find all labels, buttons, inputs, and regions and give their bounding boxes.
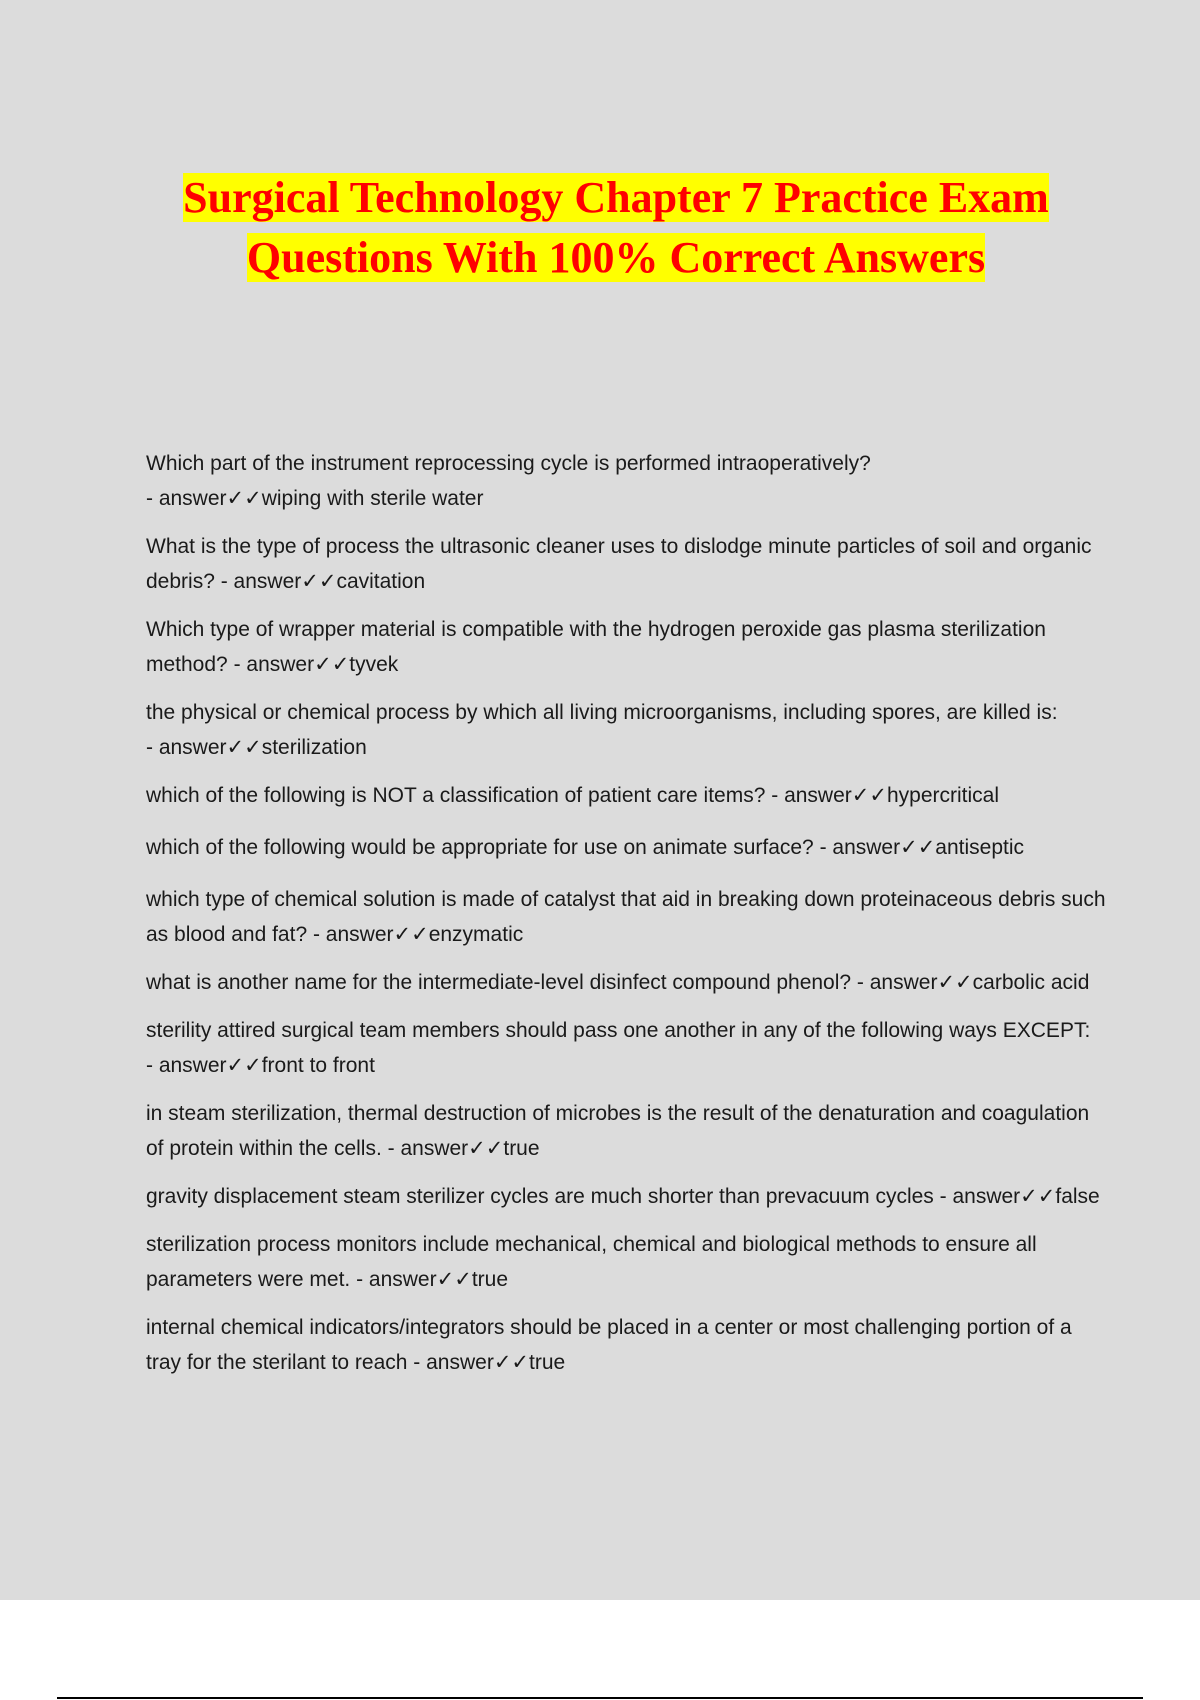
question-text: gravity displacement steam sterilizer cycles are much shorter than prevacuum cycles [146, 1185, 934, 1208]
qa-item [146, 1310, 1106, 1380]
answer-marker: - answer✓✓ [307, 923, 429, 946]
question-text: internal chemical indicators/integrators should be placed in a center or most challenging portion of a tray for the sterilant to reach [146, 1316, 1072, 1374]
answer-marker: - answer✓✓ [851, 971, 973, 994]
answer-marker: - answer✓✓ [765, 784, 887, 807]
document-title [130, 168, 1102, 288]
qa-item [146, 695, 1106, 765]
answer-marker: - answer✓✓ [146, 736, 262, 759]
question-text: in steam sterilization, thermal destruction of microbes is the result of the denaturation and coagulation of protein within the cells. [146, 1102, 1090, 1160]
question-text: sterilization process monitors include mechanical, chemical and biological methods to ensure all parameters were met. [146, 1233, 1037, 1291]
qa-list [146, 446, 1106, 1393]
question-text: the physical or chemical process by which all living microorganisms, including spores, are killed is: [146, 701, 1058, 724]
answer-text: carbolic acid [972, 971, 1090, 994]
document-title-text: Surgical Technology Chapter 7 Practice Exam Questions With 100% Correct Answers [183, 173, 1049, 282]
question-text: which type of chemical solution is made of catalyst that aid in breaking down proteinaceous debris such as blood and fat? [146, 888, 1106, 946]
answer-marker: - answer✓✓ [813, 836, 936, 859]
answer-text: true [471, 1268, 508, 1291]
answer-text: sterilization [261, 736, 367, 759]
question-text: which of the following is NOT a classification of patient care items? [146, 784, 766, 807]
answer-marker: - answer✓✓ [146, 1054, 262, 1077]
answer-text: true [529, 1351, 566, 1374]
question-text: which of the following would be appropriate for use on animate surface? [146, 836, 814, 859]
question-text: Which part of the instrument reprocessing cycle is performed intraoperatively? [146, 452, 871, 475]
answer-marker: - answer✓✓ [350, 1268, 472, 1291]
answer-marker: - answer✓✓ [227, 653, 350, 676]
qa-item [146, 1227, 1106, 1297]
qa-item [146, 965, 1106, 1000]
qa-item [146, 612, 1106, 682]
qa-item [146, 1013, 1106, 1083]
title-block [130, 168, 1102, 288]
answer-text: front to front [261, 1054, 375, 1077]
qa-item [146, 778, 1106, 813]
answer-text: enzymatic [428, 923, 524, 946]
answer-text: antiseptic [935, 836, 1025, 859]
answer-marker: - answer✓✓ [407, 1351, 530, 1374]
answer-marker: - answer✓✓ [381, 1137, 504, 1160]
qa-item [146, 529, 1106, 599]
answer-marker: - answer✓✓ [933, 1185, 1056, 1208]
question-text: what is another name for the intermediate-level disinfect compound phenol? [146, 971, 852, 994]
answer-text: tyvek [349, 653, 399, 676]
answer-text: wiping with sterile water [261, 487, 484, 510]
answer-text: false [1055, 1185, 1100, 1208]
qa-item [146, 446, 1106, 516]
qa-item [146, 1096, 1106, 1166]
qa-item [146, 882, 1106, 952]
answer-marker: - answer✓✓ [214, 570, 337, 593]
question-text: What is the type of process the ultrasonic cleaner uses to dislodge minute particles of soil and organic debris? [146, 535, 1092, 593]
qa-item [146, 830, 1106, 865]
answer-marker: - answer✓✓ [146, 487, 262, 510]
question-text: Which type of wrapper material is compatible with the hydrogen peroxide gas plasma sterilization method? [146, 618, 1046, 676]
answer-text: hypercritical [886, 784, 1000, 807]
qa-item [146, 1179, 1106, 1214]
answer-text: true [503, 1137, 540, 1160]
question-text: sterility attired surgical team members should pass one another in any of the following ways EXCEPT: [146, 1019, 1091, 1042]
footer-rule [57, 1697, 1143, 1699]
answer-text: cavitation [336, 570, 426, 593]
